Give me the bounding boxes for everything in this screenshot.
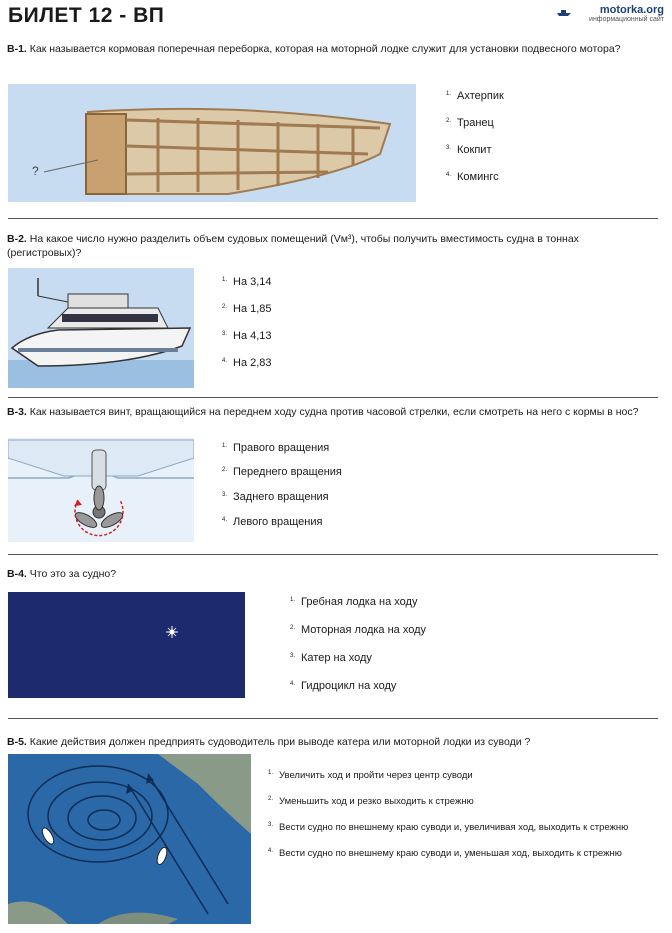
- question-3-number: В-3.: [7, 406, 27, 418]
- question-5-option-4[interactable]: $^{4.}$ Вести судно по внешнему краю суводи и, уменьшая ход, выходить к стрежню: [268, 848, 622, 859]
- question-1-option-3[interactable]: $^{3.}$ Кокпит: [446, 144, 492, 156]
- whirlpool-drawing: [8, 754, 251, 924]
- night-light-drawing: [8, 592, 245, 698]
- question-5-number: В-5.: [7, 736, 27, 748]
- question-3-option-2[interactable]: $^{2.}$ Переднего вращения: [222, 466, 342, 478]
- question-2-picture: [8, 268, 194, 388]
- site-branding: [589, 4, 664, 23]
- question-4-option-1[interactable]: $^{1.}$ Гребная лодка на ходу: [290, 596, 418, 608]
- question-4-text: Что это за судно?: [29, 568, 117, 580]
- site-name: motorka.org: [599, 4, 664, 16]
- question-1-text: Как называется кормовая поперечная переборка, которая на моторной лодке служит для установки подвесного мотора?: [29, 43, 621, 55]
- site-tagline: информационный сайт: [589, 16, 664, 23]
- question-5-option-3[interactable]: $^{3.}$ Вести судно по внешнему краю суводи и, увеличивая ход, выходить к стрежню: [268, 822, 629, 833]
- question-4-picture: [8, 592, 245, 698]
- question-3-option-3[interactable]: $^{3.}$ Заднего вращения: [222, 491, 329, 503]
- propeller-rotation-drawing: [8, 438, 194, 542]
- motor-yacht-drawing: [8, 268, 194, 388]
- question-4-option-2[interactable]: $^{2.}$ Моторная лодка на ходу: [290, 624, 427, 636]
- question-1-number: В-1.: [7, 43, 27, 55]
- question-2-number: В-2.: [7, 233, 27, 245]
- question-4-number: В-4.: [7, 568, 27, 580]
- question-1-option-2[interactable]: $^{2.}$ Транец: [446, 117, 494, 129]
- ticket-title: БИЛЕТ 12 - ВП: [8, 4, 165, 27]
- separator-3: [8, 554, 658, 555]
- question-1: [7, 42, 647, 56]
- question-5-text: Какие действия должен предприять судоводитель при выводе катера или моторной лодки из суводи ?: [29, 736, 531, 748]
- separator-2: [8, 397, 658, 398]
- question-3: [7, 405, 647, 419]
- question-5-option-1[interactable]: $^{1.}$ Увеличить ход и пройти через центр суводи: [268, 770, 473, 781]
- question-1-option-4[interactable]: $^{4.}$ Комингс: [446, 171, 499, 183]
- question-3-option-1[interactable]: $^{1.}$ Правого вращения: [222, 442, 330, 454]
- question-2-text: На какое число нужно разделить объем судовых помещений (Vм³), чтобы получить вместимость судна в тоннах (регистровых)?: [7, 233, 579, 259]
- question-5-picture: [8, 754, 251, 924]
- question-5: [7, 735, 647, 749]
- question-2-option-3[interactable]: $^{3.}$ На 4,13: [222, 330, 272, 342]
- question-2-option-2[interactable]: $^{2.}$ На 1,85: [222, 303, 272, 315]
- separator-4: [8, 718, 658, 719]
- question-1-picture: [8, 84, 416, 202]
- question-3-picture: [8, 438, 194, 542]
- separator-1: [8, 218, 658, 219]
- question-5-option-2[interactable]: $^{2.}$ Уменьшить ход и резко выходить к стрежню: [268, 796, 474, 807]
- question-3-option-4[interactable]: $^{4.}$ Левого вращения: [222, 516, 323, 528]
- question-2-option-4[interactable]: $^{4.}$ На 2,83: [222, 357, 272, 369]
- question-3-text: Как называется винт, вращающийся на переднем ходу судна против часовой стрелки, если смотреть на него с кормы в нос?: [29, 406, 639, 418]
- transom-question-mark: ?: [32, 164, 39, 178]
- question-4: [7, 567, 647, 581]
- boat-frame-drawing: [8, 84, 416, 202]
- question-4-option-3[interactable]: $^{3.}$ Катер на ходу: [290, 652, 372, 664]
- question-4-option-4[interactable]: $^{4.}$ Гидроцикл на ходу: [290, 680, 397, 692]
- transom-panel: [86, 114, 126, 194]
- question-2-option-1[interactable]: $^{1.}$ На 3,14: [222, 276, 272, 288]
- question-2: [7, 232, 647, 260]
- boat-logo-icon: [556, 7, 572, 17]
- question-1-option-1[interactable]: $^{1.}$ Ахтерпик: [446, 90, 504, 102]
